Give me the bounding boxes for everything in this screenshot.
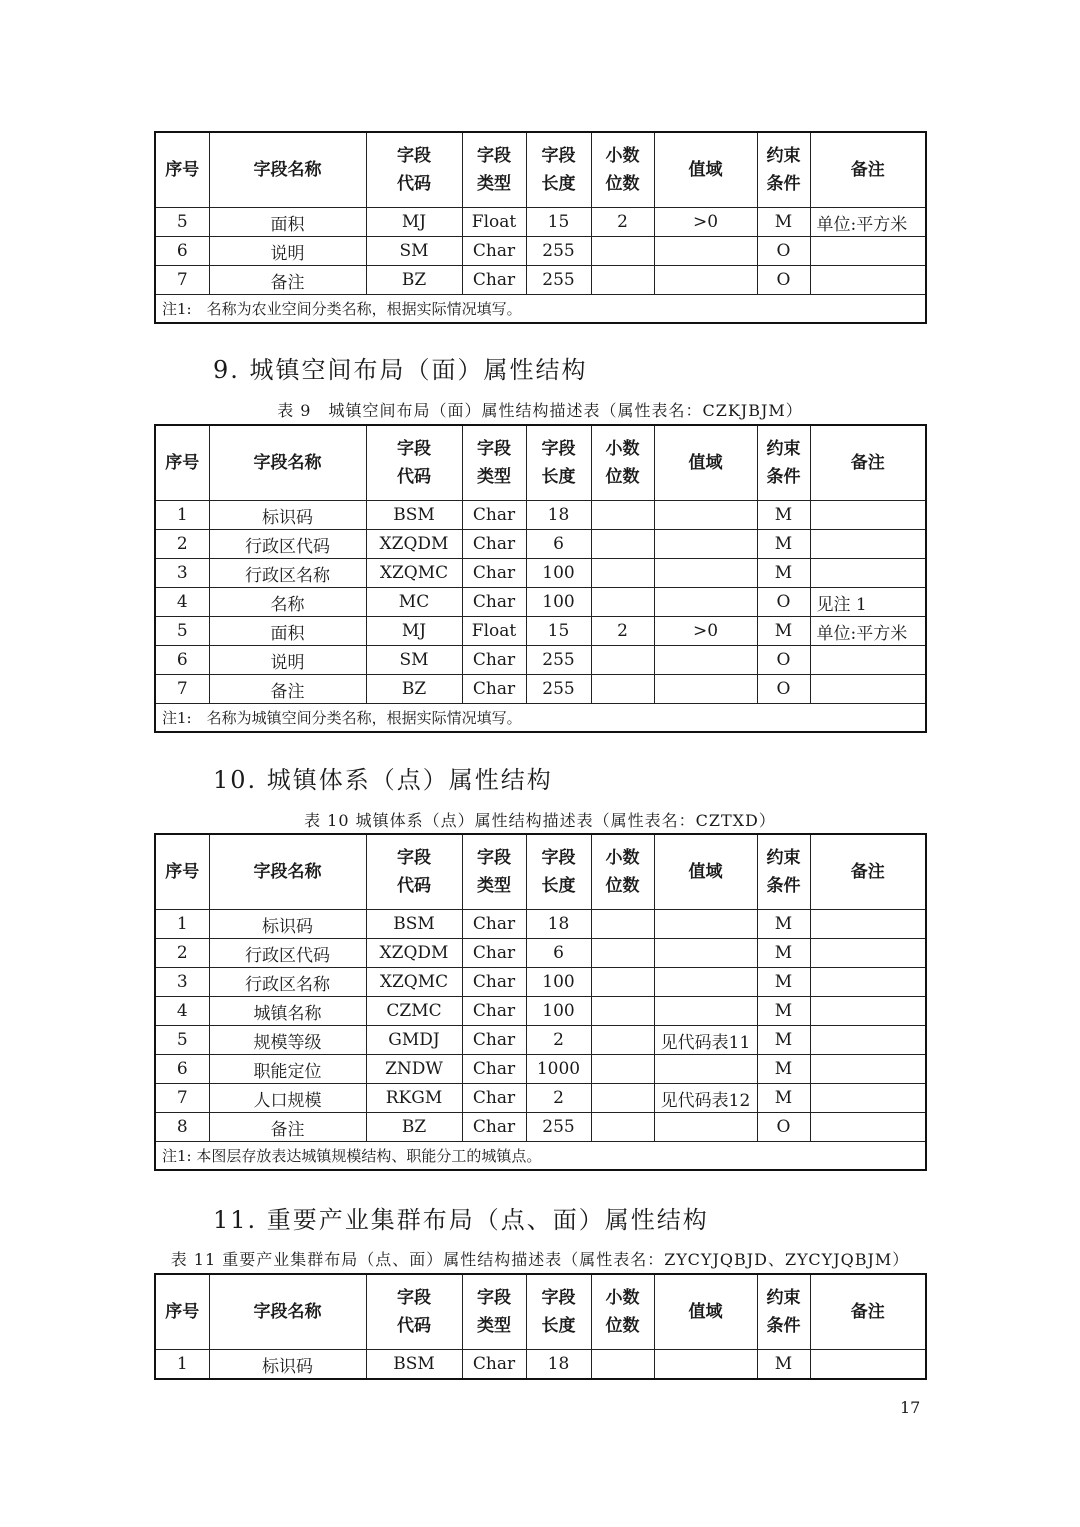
cell-seq: 4 <box>155 997 209 1026</box>
cell-seq: 8 <box>155 1113 209 1142</box>
table-row <box>155 997 926 1026</box>
cell-decimal <box>591 675 654 704</box>
cell-code: SM <box>366 237 462 266</box>
cell-type: Char <box>462 266 526 295</box>
header-name: 字段名称 <box>209 834 366 910</box>
cell-decimal <box>591 968 654 997</box>
cell-seq: 6 <box>155 237 209 266</box>
cell-code: CZMC <box>366 997 462 1026</box>
cell-length: 100 <box>526 968 591 997</box>
cell-remark: 单位:平方米 <box>810 208 926 237</box>
cell-remark <box>810 646 926 675</box>
cell-constraint: M <box>757 208 810 237</box>
cell-type: Char <box>462 1113 526 1142</box>
cell-domain <box>654 501 757 530</box>
cell-name: 标识码 <box>209 501 366 530</box>
header-remark: 备注 <box>810 1274 926 1350</box>
cell-type: Char <box>462 501 526 530</box>
cell-type: Char <box>462 675 526 704</box>
table-note: 注1: 本图层存放表达城镇规模结构、职能分工的城镇点。 <box>155 1142 926 1171</box>
header-seq: 序号 <box>155 1274 209 1350</box>
cell-type: Char <box>462 559 526 588</box>
cell-length: 18 <box>526 1350 591 1380</box>
cell-type: Char <box>462 1084 526 1113</box>
cell-constraint: M <box>757 968 810 997</box>
cell-domain <box>654 675 757 704</box>
cell-decimal <box>591 997 654 1026</box>
table-row <box>155 1026 926 1055</box>
table-11 <box>154 1273 927 1380</box>
cell-constraint: M <box>757 617 810 646</box>
cell-constraint: M <box>757 1055 810 1084</box>
cell-decimal <box>591 530 654 559</box>
cell-type: Char <box>462 910 526 939</box>
cell-constraint: M <box>757 530 810 559</box>
section-11-title: 11. 重要产业集群布局（点、面）属性结构 <box>213 1206 709 1234</box>
cell-code: ZNDW <box>366 1055 462 1084</box>
cell-constraint: M <box>757 939 810 968</box>
header-constraint: 约束 条件 <box>757 1274 810 1350</box>
header-code: 字段 代码 <box>366 1274 462 1350</box>
table-row <box>155 559 926 588</box>
cell-domain: >0 <box>654 208 757 237</box>
table-row <box>155 208 926 237</box>
cell-name: 备注 <box>209 266 366 295</box>
header-length: 字段 长度 <box>526 132 591 208</box>
cell-domain <box>654 1113 757 1142</box>
cell-remark: 见注 1 <box>810 588 926 617</box>
cell-name: 城镇名称 <box>209 997 366 1026</box>
cell-decimal <box>591 559 654 588</box>
cell-type: Char <box>462 1350 526 1380</box>
cell-length: 6 <box>526 939 591 968</box>
cell-decimal <box>591 1055 654 1084</box>
cell-seq: 6 <box>155 646 209 675</box>
cell-domain: >0 <box>654 617 757 646</box>
cell-length: 15 <box>526 617 591 646</box>
table-note: 注1: 名称为城镇空间分类名称，根据实际情况填写。 <box>155 704 926 733</box>
cell-code: BSM <box>366 501 462 530</box>
cell-decimal <box>591 646 654 675</box>
header-type: 字段 类型 <box>462 425 526 501</box>
table-row <box>155 588 926 617</box>
table-row <box>155 1113 926 1142</box>
cell-constraint: M <box>757 501 810 530</box>
header-code: 字段 代码 <box>366 425 462 501</box>
table-row <box>155 501 926 530</box>
cell-constraint: O <box>757 237 810 266</box>
cell-remark <box>810 1026 926 1055</box>
cell-length: 255 <box>526 237 591 266</box>
cell-decimal <box>591 939 654 968</box>
table-header-row <box>155 132 926 208</box>
cell-type: Char <box>462 997 526 1026</box>
cell-length: 255 <box>526 1113 591 1142</box>
header-domain: 值域 <box>654 132 757 208</box>
cell-seq: 7 <box>155 266 209 295</box>
cell-seq: 4 <box>155 588 209 617</box>
cell-code: MJ <box>366 208 462 237</box>
table-row <box>155 675 926 704</box>
cell-constraint: O <box>757 588 810 617</box>
cell-type: Char <box>462 237 526 266</box>
cell-decimal: 2 <box>591 617 654 646</box>
table-10 <box>154 833 927 1171</box>
cell-remark <box>810 675 926 704</box>
cell-code: BZ <box>366 266 462 295</box>
cell-name: 说明 <box>209 646 366 675</box>
header-constraint: 约束 条件 <box>757 425 810 501</box>
cell-name: 行政区代码 <box>209 530 366 559</box>
cell-constraint: O <box>757 266 810 295</box>
cell-decimal <box>591 237 654 266</box>
cell-seq: 3 <box>155 968 209 997</box>
cell-type: Char <box>462 968 526 997</box>
cell-domain <box>654 530 757 559</box>
header-length: 字段 长度 <box>526 1274 591 1350</box>
header-seq: 序号 <box>155 834 209 910</box>
cell-remark <box>810 939 926 968</box>
cell-seq: 7 <box>155 1084 209 1113</box>
cell-type: Char <box>462 530 526 559</box>
cell-constraint: O <box>757 646 810 675</box>
cell-seq: 2 <box>155 939 209 968</box>
cell-code: XZQDM <box>366 939 462 968</box>
cell-remark <box>810 1113 926 1142</box>
table-row <box>155 266 926 295</box>
cell-domain <box>654 910 757 939</box>
cell-code: XZQDM <box>366 530 462 559</box>
cell-domain: 见代码表12 <box>654 1084 757 1113</box>
cell-constraint: O <box>757 675 810 704</box>
header-type: 字段 类型 <box>462 132 526 208</box>
cell-name: 人口规模 <box>209 1084 366 1113</box>
cell-domain <box>654 939 757 968</box>
cell-seq: 1 <box>155 1350 209 1380</box>
header-constraint: 约束 条件 <box>757 132 810 208</box>
cell-type: Float <box>462 617 526 646</box>
table-row <box>155 910 926 939</box>
cell-remark <box>810 501 926 530</box>
cell-remark <box>810 266 926 295</box>
header-code: 字段 代码 <box>366 834 462 910</box>
cell-constraint: M <box>757 1026 810 1055</box>
header-decimal: 小数 位数 <box>591 834 654 910</box>
cell-code: SM <box>366 646 462 675</box>
header-remark: 备注 <box>810 425 926 501</box>
cell-type: Float <box>462 208 526 237</box>
header-domain: 值域 <box>654 834 757 910</box>
table-10-caption: 表 10 城镇体系（点）属性结构描述表（属性表名：CZTXD） <box>304 811 776 830</box>
cell-seq: 7 <box>155 675 209 704</box>
cell-name: 行政区代码 <box>209 939 366 968</box>
header-remark: 备注 <box>810 132 926 208</box>
table-note: 注1: 名称为农业空间分类名称，根据实际情况填写。 <box>155 295 926 324</box>
cell-type: Char <box>462 646 526 675</box>
cell-seq: 2 <box>155 530 209 559</box>
cell-length: 255 <box>526 266 591 295</box>
table-9 <box>154 424 927 733</box>
cell-length: 255 <box>526 646 591 675</box>
cell-name: 面积 <box>209 208 366 237</box>
cell-name: 职能定位 <box>209 1055 366 1084</box>
cell-code: XZQMC <box>366 968 462 997</box>
header-domain: 值域 <box>654 1274 757 1350</box>
cell-type: Char <box>462 1055 526 1084</box>
cell-constraint: M <box>757 559 810 588</box>
header-seq: 序号 <box>155 132 209 208</box>
cell-length: 100 <box>526 559 591 588</box>
table-row <box>155 939 926 968</box>
cell-length: 1000 <box>526 1055 591 1084</box>
cell-seq: 1 <box>155 910 209 939</box>
cell-length: 2 <box>526 1026 591 1055</box>
cell-length: 100 <box>526 997 591 1026</box>
cell-domain: 见代码表11 <box>654 1026 757 1055</box>
cell-name: 标识码 <box>209 1350 366 1380</box>
cell-type: Char <box>462 939 526 968</box>
header-decimal: 小数 位数 <box>591 1274 654 1350</box>
header-length: 字段 长度 <box>526 425 591 501</box>
cell-domain <box>654 237 757 266</box>
table-row <box>155 968 926 997</box>
cell-decimal <box>591 1350 654 1380</box>
header-constraint: 约束 条件 <box>757 834 810 910</box>
cell-seq: 5 <box>155 208 209 237</box>
table-row <box>155 646 926 675</box>
table-header-row <box>155 834 926 910</box>
cell-decimal <box>591 501 654 530</box>
header-name: 字段名称 <box>209 1274 366 1350</box>
cell-remark <box>810 1055 926 1084</box>
cell-domain <box>654 559 757 588</box>
cell-domain <box>654 1350 757 1380</box>
cell-code: RKGM <box>366 1084 462 1113</box>
table-header-row <box>155 425 926 501</box>
header-remark: 备注 <box>810 834 926 910</box>
table-row <box>155 1350 926 1380</box>
cell-name: 说明 <box>209 237 366 266</box>
cell-name: 标识码 <box>209 910 366 939</box>
cell-seq: 3 <box>155 559 209 588</box>
cell-seq: 5 <box>155 1026 209 1055</box>
cell-name: 行政区名称 <box>209 968 366 997</box>
cell-remark <box>810 530 926 559</box>
cell-type: Char <box>462 588 526 617</box>
cell-code: MC <box>366 588 462 617</box>
header-domain: 值域 <box>654 425 757 501</box>
page-number: 17 <box>900 1398 921 1417</box>
cell-remark <box>810 968 926 997</box>
table-11-caption: 表 11 重要产业集群布局（点、面）属性结构描述表（属性表名：ZYCYJQBJD、ZYCYJQBJM） <box>170 1250 910 1269</box>
cell-remark <box>810 237 926 266</box>
cell-remark <box>810 1350 926 1380</box>
cell-length: 2 <box>526 1084 591 1113</box>
header-name: 字段名称 <box>209 425 366 501</box>
cell-name: 名称 <box>209 588 366 617</box>
cell-name: 行政区名称 <box>209 559 366 588</box>
cell-decimal <box>591 1084 654 1113</box>
table-row <box>155 1084 926 1113</box>
cell-length: 6 <box>526 530 591 559</box>
header-decimal: 小数 位数 <box>591 425 654 501</box>
cell-domain <box>654 1055 757 1084</box>
cell-name: 面积 <box>209 617 366 646</box>
cell-constraint: M <box>757 997 810 1026</box>
cell-seq: 6 <box>155 1055 209 1084</box>
cell-constraint: M <box>757 910 810 939</box>
cell-constraint: M <box>757 1084 810 1113</box>
cell-code: XZQMC <box>366 559 462 588</box>
table-row <box>155 617 926 646</box>
cell-remark: 单位:平方米 <box>810 617 926 646</box>
header-code: 字段 代码 <box>366 132 462 208</box>
cell-constraint: M <box>757 1350 810 1380</box>
cell-code: BSM <box>366 1350 462 1380</box>
table-row <box>155 237 926 266</box>
cell-decimal <box>591 588 654 617</box>
cell-remark <box>810 997 926 1026</box>
cell-remark <box>810 910 926 939</box>
cell-code: BSM <box>366 910 462 939</box>
cell-domain <box>654 646 757 675</box>
header-type: 字段 类型 <box>462 1274 526 1350</box>
cell-code: MJ <box>366 617 462 646</box>
cell-remark <box>810 1084 926 1113</box>
cell-length: 18 <box>526 501 591 530</box>
section-9-title: 9. 城镇空间布局（面）属性结构 <box>213 356 588 384</box>
cell-decimal <box>591 1113 654 1142</box>
cell-type: Char <box>462 1026 526 1055</box>
cell-length: 15 <box>526 208 591 237</box>
cell-name: 规模等级 <box>209 1026 366 1055</box>
cell-length: 255 <box>526 675 591 704</box>
cell-domain <box>654 588 757 617</box>
header-length: 字段 长度 <box>526 834 591 910</box>
section-10-title: 10. 城镇体系（点）属性结构 <box>213 766 553 794</box>
cell-seq: 1 <box>155 501 209 530</box>
cell-code: BZ <box>366 675 462 704</box>
header-type: 字段 类型 <box>462 834 526 910</box>
cell-name: 备注 <box>209 1113 366 1142</box>
table-row <box>155 530 926 559</box>
cell-seq: 5 <box>155 617 209 646</box>
cell-code: GMDJ <box>366 1026 462 1055</box>
table-9-caption: 表 9 城镇空间布局（面）属性结构描述表（属性表名：CZKJBJM） <box>277 401 803 420</box>
cell-domain <box>654 968 757 997</box>
table-row <box>155 1055 926 1084</box>
table-header-row <box>155 1274 926 1350</box>
cell-length: 100 <box>526 588 591 617</box>
cell-domain <box>654 266 757 295</box>
header-seq: 序号 <box>155 425 209 501</box>
cell-domain <box>654 997 757 1026</box>
cell-length: 18 <box>526 910 591 939</box>
cell-constraint: O <box>757 1113 810 1142</box>
cell-decimal <box>591 1026 654 1055</box>
header-decimal: 小数 位数 <box>591 132 654 208</box>
header-name: 字段名称 <box>209 132 366 208</box>
cell-name: 备注 <box>209 675 366 704</box>
cell-remark <box>810 559 926 588</box>
table-8-continuation <box>154 131 927 324</box>
cell-decimal <box>591 266 654 295</box>
cell-decimal: 2 <box>591 208 654 237</box>
cell-code: BZ <box>366 1113 462 1142</box>
cell-decimal <box>591 910 654 939</box>
